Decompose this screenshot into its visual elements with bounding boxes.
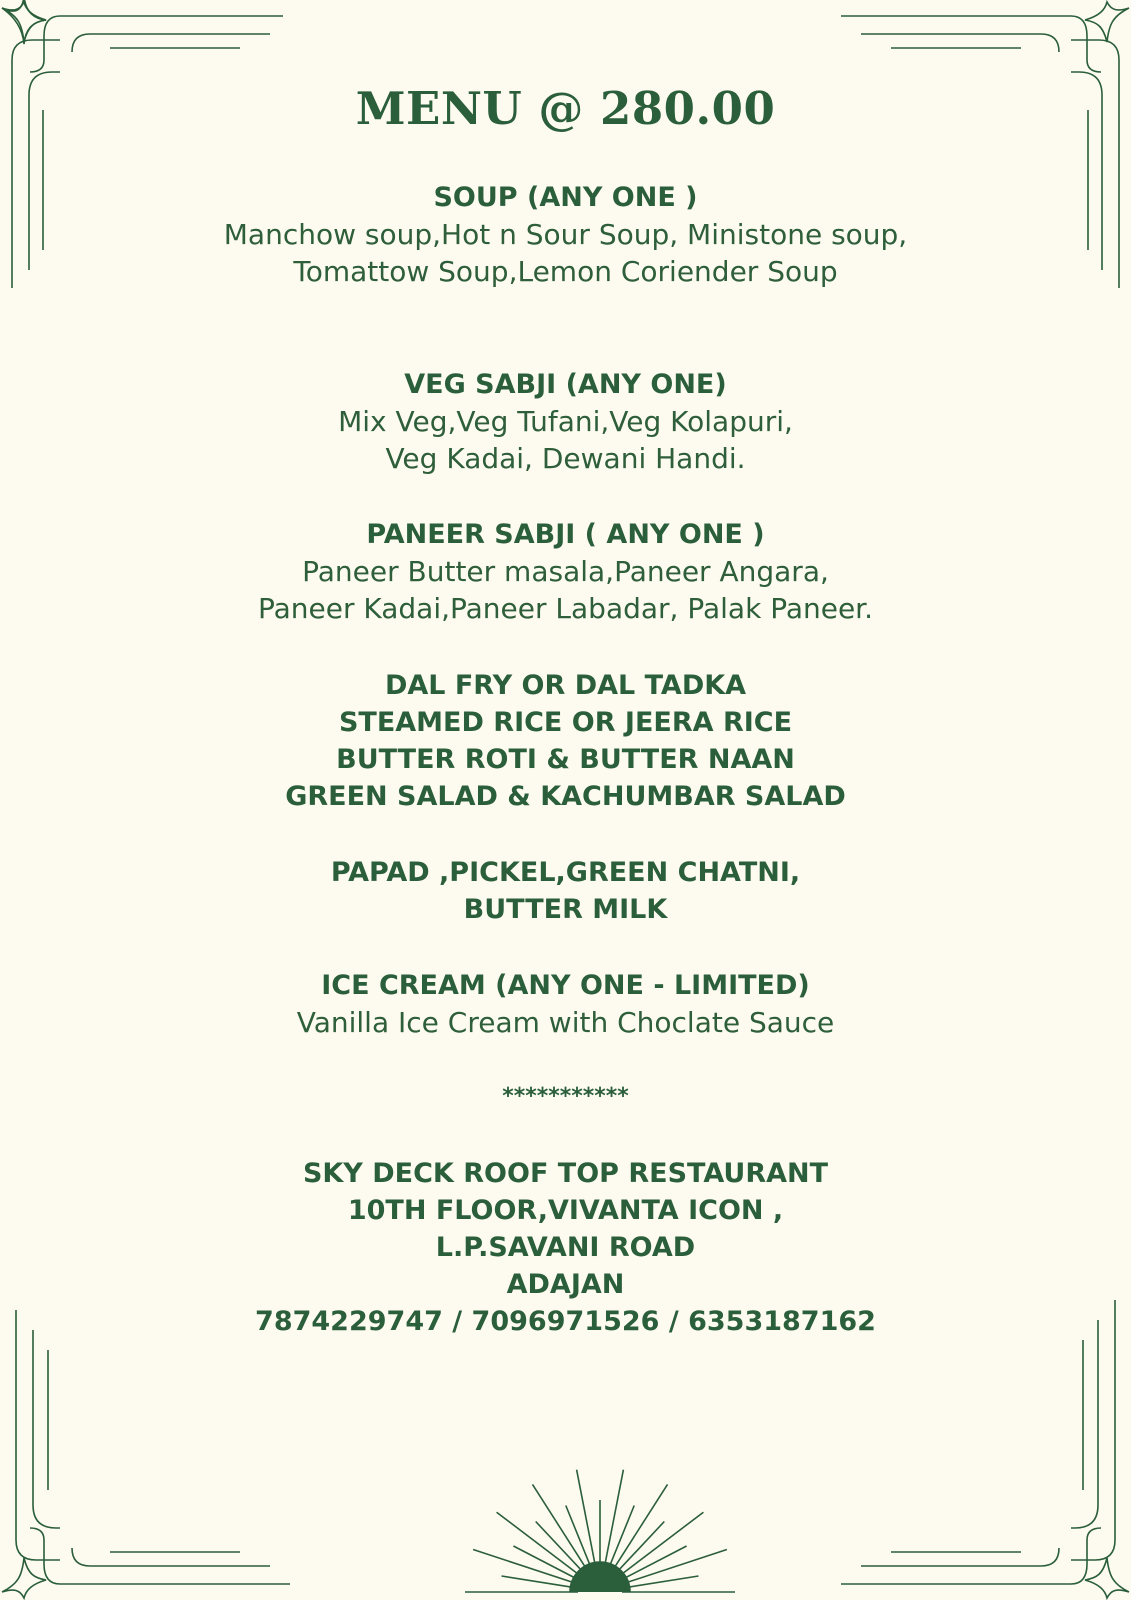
menu-title: MENU @ 280.00 [355, 82, 776, 135]
ice-cream-heading: ICE CREAM (ANY ONE - LIMITED) [321, 970, 810, 1001]
extras-line-2: BUTTER MILK [463, 894, 668, 925]
ice-cream-option: Vanilla Ice Cream with Choclate Sauce [296, 1006, 835, 1039]
main-item-rice: STEAMED RICE OR JEERA RICE [338, 707, 793, 738]
veg-sabji-options-line-2: Veg Kadai, Dewani Handi. [385, 442, 746, 475]
address-area: ADAJAN [506, 1269, 625, 1300]
veg-sabji-options-line-1: Mix Veg,Veg Tufani,Veg Kolapuri, [338, 405, 793, 438]
soup-options-line-1: Manchow soup,Hot n Sour Soup, Ministone soup, [223, 218, 908, 251]
main-item-salad: GREEN SALAD & KACHUMBAR SALAD [285, 781, 846, 812]
paneer-sabji-options-line-2: Paneer Kadai,Paneer Labadar, Palak Paneer. [257, 592, 874, 625]
soup-options-line-2: Tomattow Soup,Lemon Coriender Soup [293, 255, 838, 288]
phone-numbers: 7874229747 / 7096971526 / 6353187162 [255, 1306, 876, 1337]
corner-frame-bottom-left [2, 1310, 290, 1598]
separator: *********** [502, 1084, 629, 1109]
restaurant-name: SKY DECK ROOF TOP RESTAURANT [302, 1158, 829, 1189]
sunburst-ornament [465, 1470, 735, 1592]
address-floor: 10TH FLOOR,VIVANTA ICON , [347, 1195, 784, 1226]
main-item-dal: DAL FRY OR DAL TADKA [384, 670, 747, 701]
corner-frame-bottom-right [841, 1300, 1129, 1598]
paneer-sabji-options-line-1: Paneer Butter masala,Paneer Angara, [302, 555, 829, 588]
extras-line-1: PAPAD ,PICKEL,GREEN CHATNI, [330, 857, 801, 888]
address-road: L.P.SAVANI ROAD [435, 1232, 696, 1263]
main-item-bread: BUTTER ROTI & BUTTER NAAN [336, 744, 795, 775]
veg-sabji-heading: VEG SABJI (ANY ONE) [404, 369, 727, 400]
soup-heading: SOUP (ANY ONE ) [433, 182, 698, 213]
paneer-sabji-heading: PANEER SABJI ( ANY ONE ) [366, 519, 765, 550]
